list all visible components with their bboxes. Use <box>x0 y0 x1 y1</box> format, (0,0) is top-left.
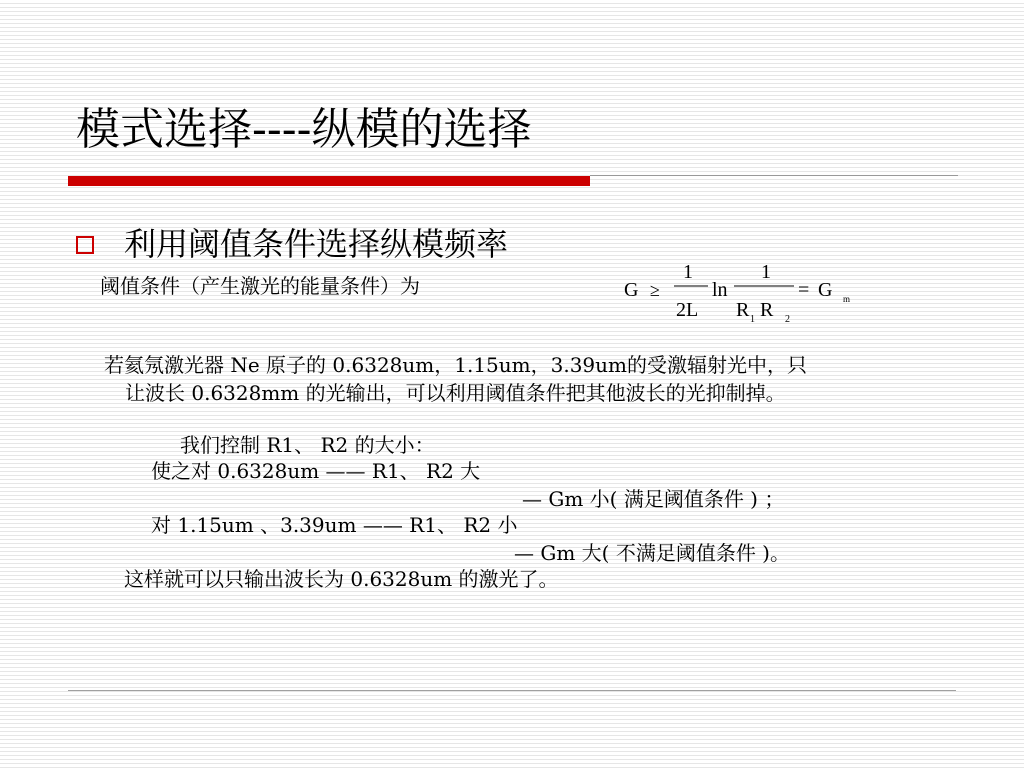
slide-title: 模式选择----纵模的选择 <box>76 104 532 155</box>
paragraph-line-4: 使之对 0.6328um —— R1、 R2 大 <box>151 459 481 483</box>
paragraph-line-7: — Gm 大( 不满足阈值条件 )。 <box>514 541 790 565</box>
paragraph-line-1: 若氦氖激光器 Ne 原子的 0.6328um，1.15um，3.39um的受激辐射光中，只 <box>104 353 807 377</box>
formula-geq: ≥ <box>650 280 660 300</box>
formula-num2: 1 <box>761 261 771 283</box>
paragraph-line-5: — Gm 小( 满足阈值条件 ) ； <box>522 487 785 511</box>
formula-ln: ln <box>712 279 728 301</box>
formula-sub1: 1 <box>750 314 755 325</box>
bullet-heading: 利用阈值条件选择纵模频率 <box>124 225 509 263</box>
formula-r1: R <box>736 299 750 321</box>
paragraph-line-6: 对 1.15um 、3.39um —— R1、 R2 小 <box>151 513 518 537</box>
formula-num1: 1 <box>683 261 693 283</box>
formula-den1: 2L <box>676 299 699 321</box>
paragraph-line-2: 让波长 0.6328mm 的光输出，可以利用阈值条件把其他波长的光抑制掉。 <box>125 381 786 405</box>
title-underline <box>590 175 958 176</box>
paragraph-line-8: 这样就可以只输出波长为 0.6328um 的激光了。 <box>124 567 559 591</box>
hollow-square-icon <box>76 236 94 254</box>
formula-eq: = <box>798 279 810 301</box>
formula-gm-sub: m <box>843 294 851 304</box>
threshold-formula <box>622 256 862 326</box>
formula-g: G <box>624 279 639 301</box>
formula-r2: R <box>760 299 774 321</box>
formula-sub2: 2 <box>785 314 790 325</box>
footer-divider <box>68 690 956 691</box>
paragraph-line-3: 我们控制 R1、 R2 的大小： <box>180 433 435 457</box>
threshold-condition-label: 阈值条件（产生激光的能量条件）为 <box>100 274 420 298</box>
title-accent-bar <box>68 176 590 186</box>
formula-gm: G <box>818 279 833 301</box>
